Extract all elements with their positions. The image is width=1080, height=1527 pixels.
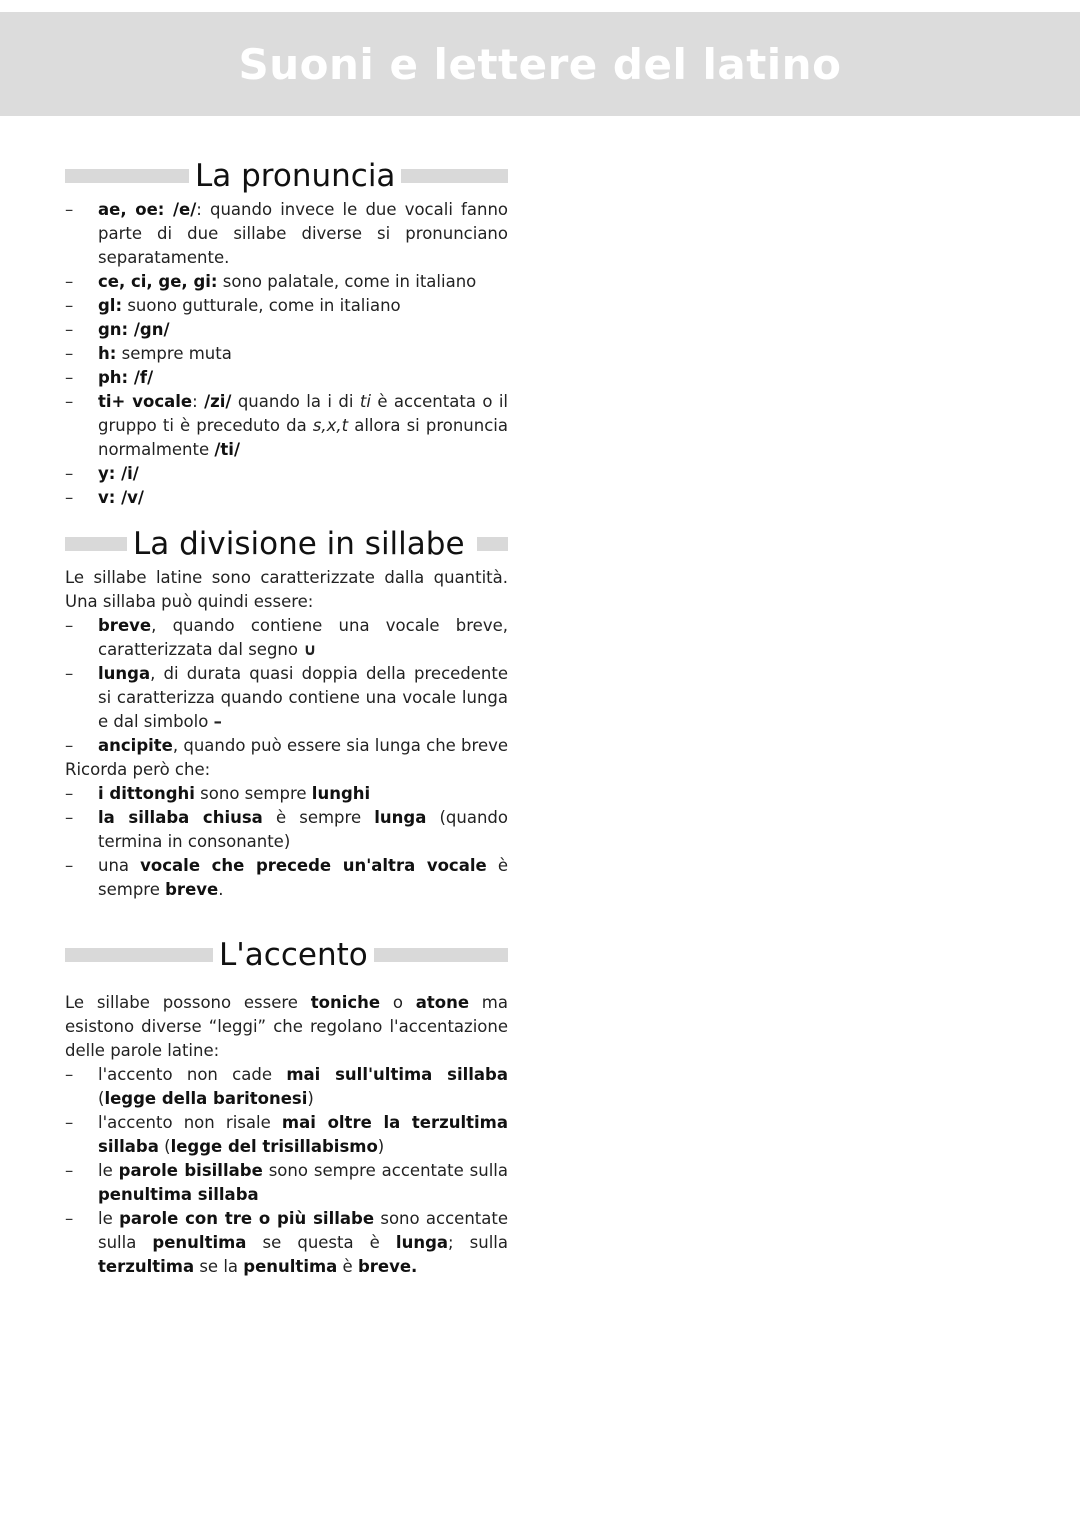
section-title-accento: L'accento (219, 937, 368, 973)
list-item: – v: /v/ (65, 486, 508, 510)
heading-bar-right (477, 537, 508, 551)
accento-list (65, 1063, 508, 1279)
divisione-remember: Ricorda però che: (65, 760, 211, 779)
section-heading (65, 522, 508, 566)
section-title-divisione: La divisione in sillabe (133, 526, 465, 562)
list-item: – h: sempre muta (65, 342, 508, 366)
list-item: – l'accento non risale mai oltre la terzultima sillaba (legge del trisillabismo) (65, 1111, 508, 1159)
list-item: – ancipite, quando può essere sia lunga che breve (65, 734, 508, 758)
section-accento (65, 933, 508, 1279)
divisione-intro: Le sillabe latine sono caratterizzate dalla quantità. Una sillaba può quindi essere: (65, 568, 508, 611)
page-title: Suoni e lettere del latino (238, 39, 842, 89)
accento-intro: Le sillabe possono essere toniche o atone ma esistono diverse “leggi” che regolano l'accentazione delle parole latine: (65, 993, 508, 1060)
list-item: – le parole con tre o più sillabe sono accentate sulla penultima se questa è lunga; sulla terzultima se la penultima è breve. (65, 1207, 508, 1279)
heading-bar-left (65, 948, 213, 962)
list-item: – le parole bisillabe sono sempre accentate sulla penultima sillaba (65, 1159, 508, 1207)
list-item: – ce, ci, ge, gi: sono palatale, come in italiano (65, 270, 508, 294)
heading-bar-left (65, 169, 189, 183)
list-item: – i dittonghi sono sempre lunghi (65, 782, 508, 806)
title-banner (0, 12, 1080, 116)
list-item: – ph: /f/ (65, 366, 508, 390)
divisione-rules (65, 782, 508, 902)
pronuncia-list (65, 198, 508, 510)
breve-symbol: ∪ (303, 640, 317, 659)
list-item: – l'accento non cade mai sull'ultima sillaba (legge della baritonesi) (65, 1063, 508, 1111)
lunga-symbol: – (213, 712, 222, 731)
heading-bar-left (65, 537, 127, 551)
list-item: – una vocale che precede un'altra vocale è sempre breve. (65, 854, 508, 902)
divisione-list (65, 614, 508, 758)
section-heading (65, 154, 508, 198)
section-pronuncia (65, 154, 508, 510)
list-item: – ti+ vocale: /zi/ quando la i di ti è accentata o il gruppo ti è preceduto da s,x,t allora si pronuncia normalmente /ti/ (65, 390, 508, 462)
heading-bar-right (401, 169, 508, 183)
list-item: – gn: /gn/ (65, 318, 508, 342)
list-item: – gl: suono gutturale, come in italiano (65, 294, 508, 318)
list-item: – lunga, di durata quasi doppia della precedente si caratterizza quando contiene una vocale lunga e dal simbolo – (65, 662, 508, 734)
section-divisione (65, 522, 508, 902)
section-heading (65, 933, 508, 977)
list-item: – y: /i/ (65, 462, 508, 486)
section-title-pronuncia: La pronuncia (195, 158, 396, 194)
list-item: – breve, quando contiene una vocale breve, caratterizzata dal segno ∪ (65, 614, 508, 662)
heading-bar-right (374, 948, 508, 962)
list-item: – la sillaba chiusa è sempre lunga (quando termina in consonante) (65, 806, 508, 854)
list-item: – ae, oe: /e/: quando invece le due vocali fanno parte di due sillabe diverse si pronunciano separatamente. (65, 198, 508, 270)
